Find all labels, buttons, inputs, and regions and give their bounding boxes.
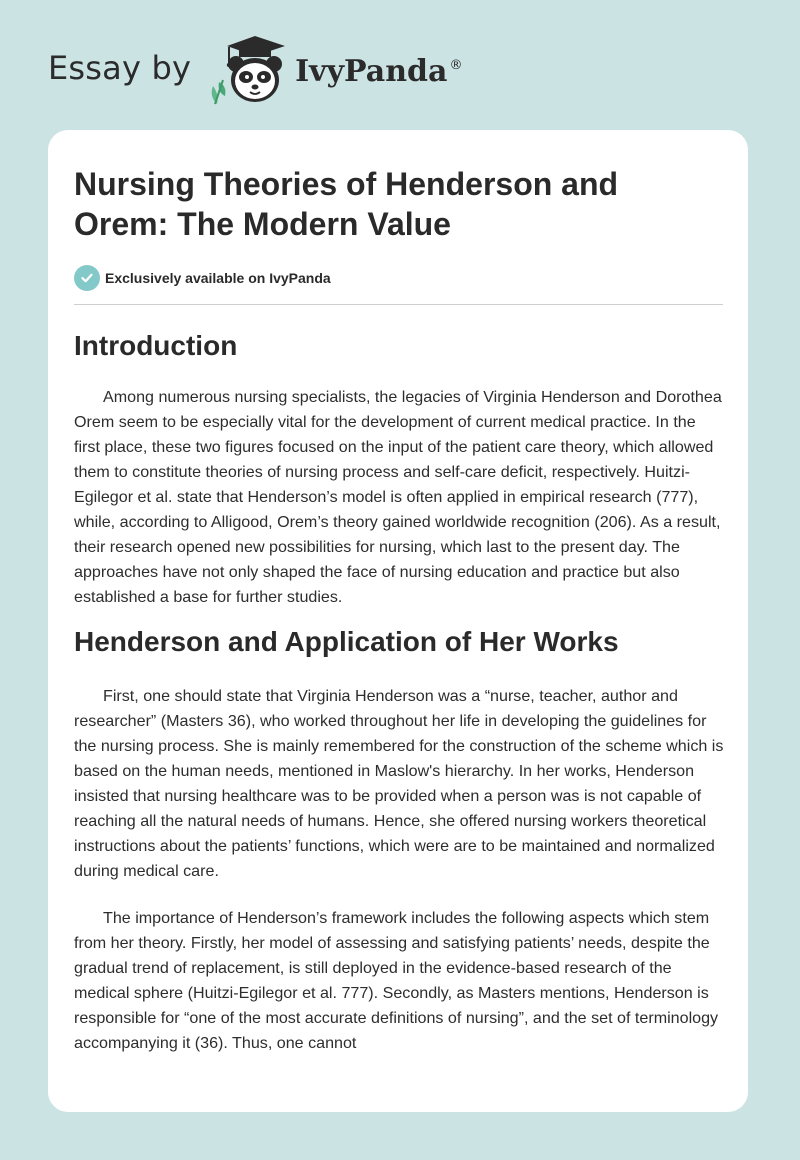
page-title: Nursing Theories of Henderson and Orem: The Modern Value xyxy=(74,166,619,242)
paragraph-henderson-1: First, one should state that Virginia Henderson was a “nurse, teacher, author and researcher” (Masters 36), who worked throughout her life in developing the guidelines for the nursing process. She is mainly remembered for the construction of the scheme which is based on the human needs, mentioned in Maslow's hierarchy. In her works, Henderson insisted that nursing healthcare was to be provided when a person was is not capable of reaching all the natural needs of humans. Hence, she offered nursing workers theoretical instructions about the patients’ functions, which were are to be maintained and normalized during medical care. xyxy=(74,687,724,880)
panda-graduate-icon xyxy=(205,34,293,106)
exclusive-label: Exclusively available on IvyPanda xyxy=(105,270,331,286)
brand-name: IvyPanda xyxy=(295,54,448,89)
paragraph-henderson-2: The importance of Henderson’s framework includes the following aspects which stem from her theory. Firstly, her model of assessing and satisfying patients’ needs, despite the gradual trend of replacement, is still deployed in the evidence-based research of the medical sphere (Huitzi-Egilegor et al. 777). Secondly, as Masters mentions, Henderson is responsible for “one of the most accurate definitions of nursing”, and the set of terminology accompanying it (36). Thus, one cannot xyxy=(74,909,719,1052)
essay-content xyxy=(48,130,748,1056)
brand-header[interactable] xyxy=(48,34,462,106)
divider xyxy=(74,304,723,305)
paragraph-introduction: Among numerous nursing specialists, the legacies of Virginia Henderson and Dorothea Orem seem to be especially vital for the development of current medical practice. In the first place, these two figures focused on the input of the patient care theory, which allowed them to constitute theories of nursing process and self-care deficit, respectively. Huitzi-Egilegor et al. state that Henderson’s model is often applied in empirical research (777), while, according to Alligood, Orem’s theory gained worldwide recognition (206). As a result, their research opened new possibilities for nursing, which last to the present day. The approaches have not only shaped the face of nursing education and practice but also established a base for further studies. xyxy=(74,388,722,606)
section-heading-introduction: Introduction xyxy=(74,330,238,361)
brand-prefix: Essay by xyxy=(48,49,192,87)
exclusive-badge xyxy=(74,265,722,291)
registered-mark: ® xyxy=(449,58,463,73)
essay-card xyxy=(48,130,748,1112)
section-heading-henderson: Henderson and Application of Her Works xyxy=(74,626,619,657)
check-circle-icon xyxy=(74,265,100,291)
